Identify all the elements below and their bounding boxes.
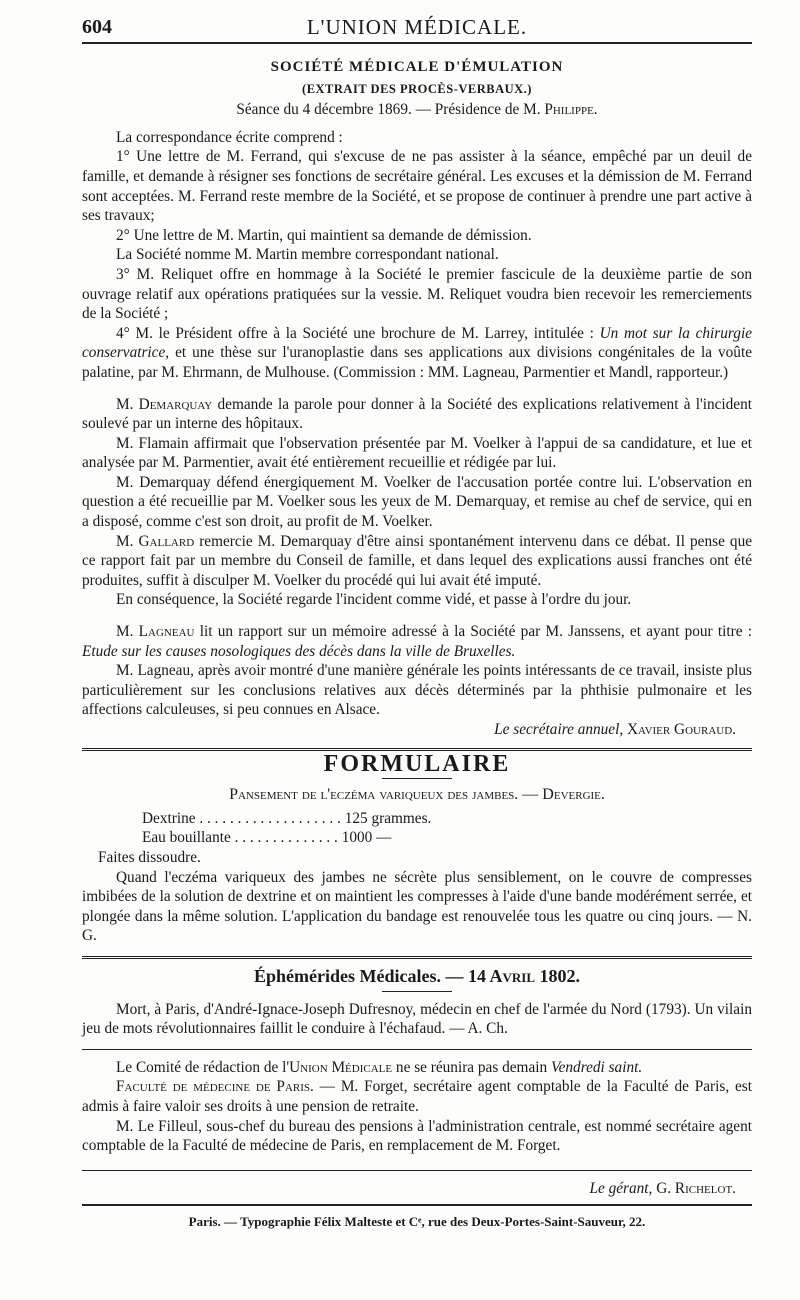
seance-text: Séance du 4 décembre 1869. — Présidence de M.: [236, 101, 545, 119]
faculty-notice: [82, 1077, 752, 1116]
ephemerides-text: Mort, à Paris, d'André-Ignace-Joseph Dufresnoy, médecin en chef de l'armée du Nord (1793). Un vilain jeu de mots révolutionnaires faillit le conduire à l'échafaud. — A. Ch.: [82, 1000, 752, 1038]
paragraph-text: lit un rapport sur un mémoire adressé à la Société par M. Janssens, et ayant pour titre :: [194, 623, 752, 641]
item-1: 1° Une lettre de M. Ferrand, qui s'excuse de ne pas assister à la séance, empêché par un deuil de famille, et demande à résigner ses fonctions de secrétaire général. Les excuses et la démission de M. Ferrand sont acceptées. M. Ferrand reste membre de la Société, et se propose de continuer à prendre une part active à ses travaux;: [82, 148, 752, 225]
demarquay-defense: M. Demarquay défend énergiquement M. Voelker de l'accusation portée contre lui. L'observation en question a été recueillie par M. Voelker sous les yeux de M. Demarquay, et remise au chef de service, qui en a disposé, comme c'est son droit, au profit de M. Voelker.: [82, 473, 752, 531]
signature-role: Le secrétaire annuel,: [494, 721, 624, 738]
extrait-heading: (EXTRAIT DES PROCÈS-VERBAUX.): [302, 81, 532, 96]
ingredient-row: [142, 828, 752, 848]
notice-date: Vendredi saint.: [550, 1058, 643, 1076]
correspondence-intro: La correspondance écrite comprend :: [116, 128, 343, 146]
society-title: SOCIÉTÉ MÉDICALE D'ÉMULATION: [270, 59, 564, 75]
seance-line: [82, 100, 752, 120]
lagneau-conclusions: M. Lagneau, après avoir montré d'une manière générale les points intéressants de ce travail, insiste plus particulièrement sur les conclusions relatives aux décès déterminés par la phthisie pulmonaire et les affections calculeuses, si peu connues en Alsace.: [82, 662, 752, 719]
leader-dots: . . . . . . . . . . . . . . . . . . .: [195, 809, 345, 827]
ingredient-quantity: 125 grammes.: [344, 809, 432, 827]
speaker-name: M. Demarquay: [116, 395, 213, 413]
item-3: 3° M. Reliquet offre en hommage à la Société le premier fascicule de la deuxième partie de son ouvrage relatif aux opérations pratiquées sur la vessie. M. Reliquet voudra bien recevoir les remerciements de la Société ;: [82, 265, 752, 323]
page-number: 604: [82, 16, 112, 38]
paragraph-text: remercie M. Demarquay d'être ainsi spontanément intervenu dans ce débat. Il pense que ce rapport fait par un membre du Conseil de famille, et dans lequel des explications aussi franches ont été produites, suffit à disculper M. Voelker du procédé qui lui avait été imputé.: [82, 532, 753, 589]
section-divider: [82, 956, 752, 959]
ingredient-name: Eau bouillante: [142, 829, 231, 847]
president-name: Philippe.: [544, 101, 598, 119]
ephemerides-title: Éphémérides Médicales.: [254, 965, 441, 986]
formula-subtitle: Pansement de l'eczéma variqueux des jambes. — Devergie.: [229, 786, 605, 804]
ephemerides-heading: [82, 967, 752, 987]
page-header: [82, 12, 752, 44]
flamain-paragraph: M. Flamain affirmait que l'observation présentée par M. Voelker à l'appui de sa candidature, et lue et analysée par M. Parmentier, avait été entièrement recueillie et rédigée par lui.: [82, 434, 752, 472]
ingredient-name: Dextrine: [142, 809, 196, 827]
journal-name: Union Médicale: [289, 1058, 393, 1076]
faculty-name: Faculté de médecine de Paris.: [116, 1078, 314, 1096]
title-underline: [382, 778, 452, 779]
demarquay-paragraph: [82, 395, 752, 434]
report-title: Etude sur les causes nosologiques des décès dans la ville de Bruxelles.: [82, 642, 516, 660]
item-2: 2° Une lettre de M. Martin, qui maintient sa demande de démission.: [116, 226, 532, 244]
committee-notice: [82, 1058, 752, 1078]
speaker-name: M. Lagneau: [116, 623, 195, 641]
notice-text: — M. Forget, secrétaire agent comptable de la Faculté de Paris, est admis à faire valoir ses droits à une pension de retraite.: [82, 1078, 752, 1115]
ingredient-quantity: 1000 —: [341, 829, 392, 847]
ephemerides-date: — 14 Avril 1802.: [440, 965, 580, 986]
notice-text: ne se réunira pas demain: [392, 1058, 551, 1076]
brochure-title: Un mot sur la chirurgie conservatrice: [82, 324, 752, 362]
signature-name: Xavier Gouraud.: [627, 721, 736, 738]
notice-text: Le Comité de rédaction de l': [116, 1058, 290, 1076]
section-divider: [82, 1049, 752, 1050]
secretary-signature: [82, 720, 736, 740]
filleul-notice: M. Le Filleul, sous-chef du bureau des pensions à l'administration centrale, est nommé secrétaire agent comptable de la Faculté de médecine de Paris, en remplacement de M. Forget.: [82, 1117, 752, 1155]
printer-imprint: Paris. — Typographie Félix Malteste et Cᵉ, rue des Deux-Portes-Saint-Sauveur, 22.: [82, 1204, 752, 1232]
footer-divider: [82, 1170, 752, 1171]
gerant-role: Le gérant,: [589, 1179, 653, 1197]
formula-text: Quand l'eczéma variqueux des jambes ne sécrète plus sensiblement, on le couvre de compresses imbibées de la solution de dextrine et on maintient les compresses à l'aide d'une bande modérément serrée, et plongée dans la même solution. L'application du bandage est renouvelée tous les quatre ou cinq jours. — N. G.: [82, 868, 752, 945]
item-4: [82, 324, 752, 383]
paragraph-text: demande la parole pour donner à la Société des explications relativement à l'incident soulevé par un interne des hôpitaux.: [82, 395, 752, 433]
ingredients-list: [142, 809, 752, 848]
title-underline: [382, 991, 452, 992]
formulaire-title: FORMULAIRE: [323, 750, 511, 777]
item-4-text: 4° M. le Président offre à la Société une brochure de M. Larrey, intitulée :: [116, 324, 600, 342]
speaker-name: M. Gallard: [116, 532, 195, 550]
journal-title: L'UNION MÉDICALE.: [306, 15, 528, 39]
leader-dots: . . . . . . . . . . . . . .: [230, 829, 342, 847]
lagneau-report: [82, 622, 752, 661]
gerant-signature: [82, 1179, 736, 1199]
ingredient-row: [142, 809, 752, 829]
martin-nomination: La Société nomme M. Martin membre correspondant national.: [116, 246, 499, 264]
item-4-rest: , et une thèse sur l'uranoplastie dans ses applications aux divisions congénitales de la voûte palatine, par M. Ehrmann, de Mulhouse. (Commission : MM. Lagneau, Parmentier et Mandl, rapporteur.): [82, 344, 752, 381]
gallard-paragraph: [82, 532, 752, 591]
conclusion-paragraph: En conséquence, la Société regarde l'incident comme vidé, et passe à l'ordre du jour.: [116, 591, 632, 609]
dissolve-instruction: Faites dissoudre.: [98, 848, 201, 866]
gerant-name: G. Richelot.: [656, 1179, 736, 1197]
